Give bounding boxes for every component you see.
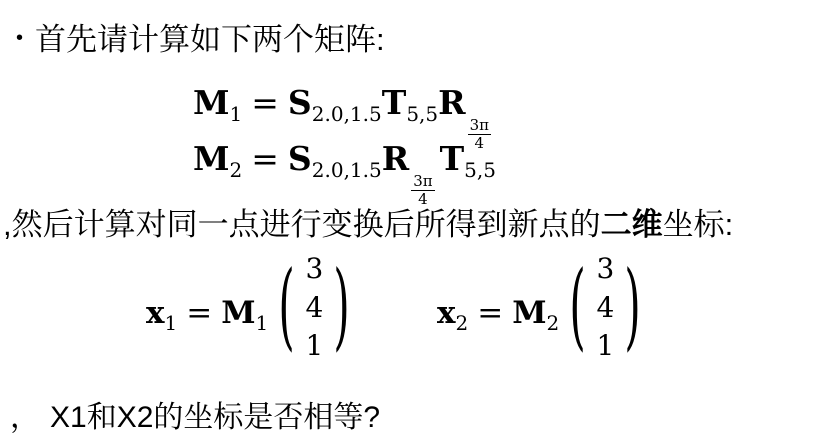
vector-entry: 4: [596, 290, 615, 324]
equation-x2: [437, 250, 641, 366]
x2-matrix-subscript: 2: [546, 310, 560, 335]
bullet-line: [16, 14, 385, 59]
fraction-denominator: 4: [474, 134, 485, 153]
m1-term1-sub: 2.0,1.5: [311, 102, 382, 126]
x2-vector-column: [596, 250, 614, 366]
x1-matrix-symbol: M: [221, 294, 256, 331]
m2-symbol: M: [193, 139, 230, 178]
m1-subscript: 1: [229, 102, 243, 126]
equation-m1: [193, 83, 496, 153]
x1-equals: =: [186, 294, 213, 331]
x2-matrix-symbol: M: [512, 294, 547, 331]
m1-symbol: M: [193, 83, 230, 122]
line3-comma: ，: [10, 401, 40, 434]
m2-subscript: 2: [229, 158, 243, 182]
m2-term2: R: [381, 139, 410, 178]
m2-term3-sub: 5,5: [464, 158, 496, 182]
m1-term1: S: [287, 83, 312, 122]
line3-text: X1和X2的坐标是否相等?: [50, 401, 381, 434]
right-paren: ): [333, 252, 351, 362]
vector-entry: 4: [305, 290, 324, 324]
equation-m2: [193, 139, 496, 209]
m1-term2-sub: 5,5: [406, 102, 439, 126]
m2-term1-sub: 2.0,1.5: [311, 158, 382, 182]
x1-head: [146, 295, 268, 335]
right-paren: ): [624, 252, 642, 362]
line2-bold: 二维: [600, 207, 663, 242]
m2-term3: T: [439, 139, 465, 178]
question-line: [10, 392, 380, 436]
x2-subscript: 2: [455, 310, 469, 335]
bullet-marker: •: [16, 27, 24, 49]
vector-entry: 3: [596, 252, 615, 285]
m1-term2: T: [381, 83, 407, 122]
x2-equals: =: [477, 294, 504, 331]
m2-equals: =: [251, 139, 279, 178]
vector-entry: 1: [305, 329, 324, 363]
fraction-denominator: 4: [418, 190, 428, 209]
fraction-numerator: 3π: [469, 116, 489, 134]
m2-term1: S: [287, 139, 312, 178]
x1-matrix-subscript: 1: [255, 310, 269, 335]
m1-equals: =: [251, 83, 279, 122]
transform-sentence: [3, 199, 733, 244]
line2-post: 坐标:: [662, 207, 734, 242]
line1-text: 首先请计算如下两个矩阵:: [35, 22, 385, 57]
vector-entry: 1: [596, 329, 615, 363]
left-paren: (: [278, 252, 296, 362]
x2-head: [437, 295, 559, 335]
vector-entry: 3: [305, 252, 324, 285]
x2-symbol: x: [437, 294, 456, 331]
x1-symbol: x: [146, 294, 165, 331]
x1-vector-column: [305, 250, 323, 366]
m1-term3: R: [438, 83, 466, 122]
equation-x1: [146, 250, 350, 366]
left-paren: (: [569, 252, 587, 362]
line2-pre: ,然后计算对同一点进行变换后所得到新点的: [3, 207, 601, 242]
x1-subscript: 1: [164, 310, 178, 335]
fraction-numerator: 3π: [413, 172, 433, 190]
